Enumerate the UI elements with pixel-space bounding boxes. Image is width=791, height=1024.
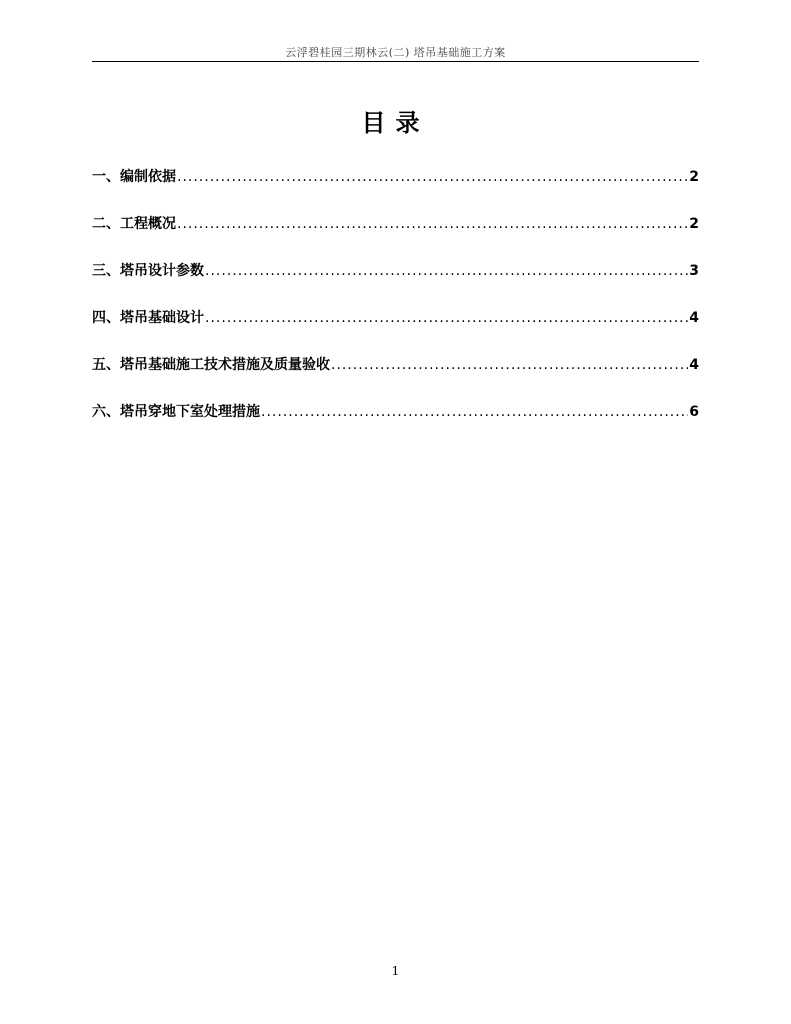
toc-entry-page: 2 <box>689 216 699 232</box>
toc-title: 目录 <box>361 109 430 137</box>
toc-entry-6[interactable] <box>92 401 699 424</box>
running-header: 云浮碧桂园三期林云(二) 塔吊基础施工方案 <box>285 46 506 59</box>
toc-entry-label: 一、编制依据 <box>92 169 176 185</box>
toc-entry-label: 三、塔吊设计参数 <box>92 263 204 279</box>
toc-entry-page: 6 <box>689 404 699 420</box>
toc-entry-label: 六、塔吊穿地下室处理措施 <box>92 404 260 420</box>
dot-leader <box>177 216 688 232</box>
toc-entry-4[interactable] <box>92 307 699 330</box>
toc-entry-2[interactable] <box>92 213 699 236</box>
toc-entry-page: 4 <box>689 357 699 373</box>
header-divider <box>92 61 699 62</box>
dot-leader <box>331 357 688 373</box>
dot-leader <box>205 263 688 279</box>
toc-entry-3[interactable] <box>92 260 699 283</box>
table-of-contents <box>92 166 699 448</box>
dot-leader <box>177 169 688 185</box>
page-number: 1 <box>391 964 400 978</box>
toc-entry-label: 四、塔吊基础设计 <box>92 310 204 326</box>
toc-entry-page: 4 <box>689 310 699 326</box>
toc-entry-page: 2 <box>689 169 699 185</box>
toc-entry-1[interactable] <box>92 166 699 189</box>
dot-leader <box>205 310 688 326</box>
toc-entry-page: 3 <box>689 263 699 279</box>
toc-entry-label: 二、工程概况 <box>92 216 176 232</box>
dot-leader <box>261 404 688 420</box>
toc-entry-5[interactable] <box>92 354 699 377</box>
toc-entry-label: 五、塔吊基础施工技术措施及质量验收 <box>92 357 330 373</box>
